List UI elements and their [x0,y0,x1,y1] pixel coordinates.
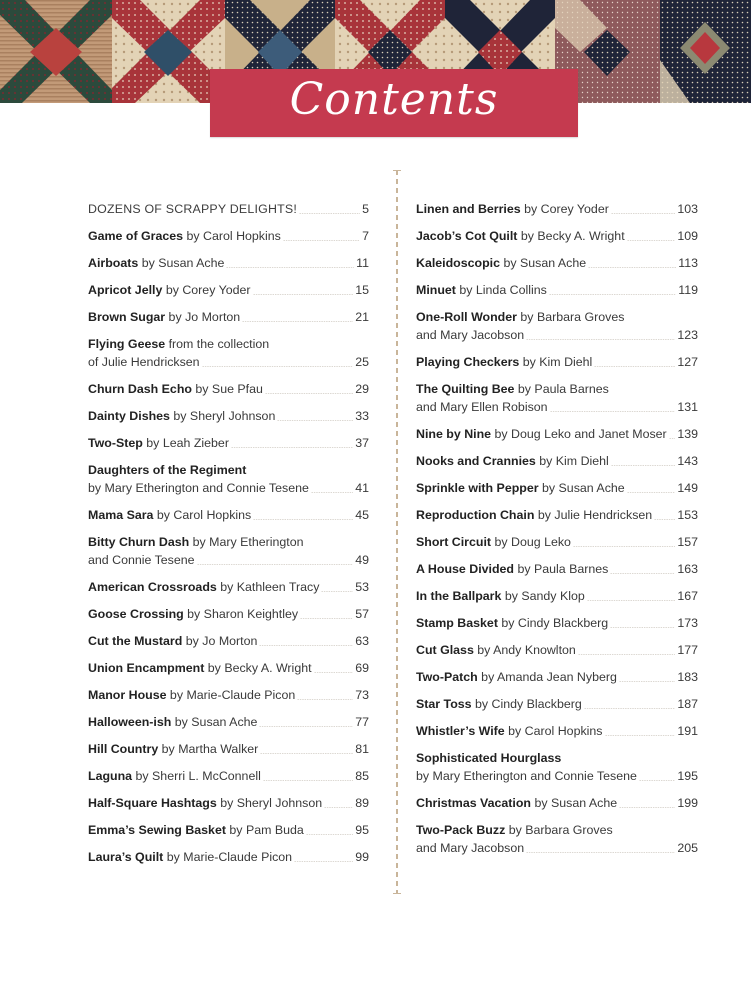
page-number: 149 [677,481,698,495]
page-number: 81 [355,742,369,756]
toc-entry-line [416,281,698,299]
toc-entry[interactable] [88,659,369,677]
project-title: Cut Glass [416,643,474,657]
designer-credit: by Sheryl Johnson [216,796,323,810]
page-number: 183 [677,670,698,684]
page-number: 69 [355,661,369,675]
project-title: Dainty Dishes [88,409,170,423]
page-number: 195 [677,769,698,783]
project-title: Two-Patch [416,670,478,684]
page-number: 119 [678,283,698,297]
dot-leader [314,672,354,673]
page-number: 41 [355,481,369,495]
project-title: Halloween-ish [88,715,172,729]
toc-entry-line [416,821,698,839]
project-title: Sprinkle with Pepper [416,481,539,495]
dot-leader [253,294,354,295]
designer-credit: by Mary Etherington and Connie Tesene [88,481,309,495]
page-number: 95 [355,823,369,837]
page-number: 205 [677,841,698,855]
dot-leader [297,699,353,700]
project-title: Hill Country [88,742,159,756]
toc-entry[interactable] [416,614,698,632]
toc-entry-line [416,749,698,767]
dot-leader [294,861,353,862]
page-number: 7 [362,229,369,243]
project-title: Mama Sara [88,508,154,522]
page-number: 29 [355,382,369,396]
designer-credit: by Mary Etherington [189,535,304,549]
designer-credit: of Julie Hendricksen [88,355,200,369]
dot-leader [324,807,353,808]
project-title: Bitty Churn Dash [88,535,190,549]
toc-entry-line [88,605,369,623]
dot-leader [611,213,675,214]
designer-credit: by Susan Ache [500,256,587,270]
toc-entry-line [88,686,369,704]
toc-entry-line [88,713,369,731]
page-number: 123 [677,328,698,342]
page-number: 199 [677,796,698,810]
designer-credit: by Cindy Blackberg [497,616,609,630]
designer-credit: by Pam Buda [225,823,304,837]
project-title: Christmas Vacation [416,796,532,810]
toc-entry-line [416,425,698,443]
designer-credit: from the collection [165,337,270,351]
dot-leader [587,600,676,601]
toc-entry-line [88,479,369,497]
toc-entry[interactable] [416,821,698,857]
designer-credit: by Carol Hopkins [183,229,281,243]
page-number: 131 [677,400,698,414]
dot-leader [573,546,675,547]
dot-leader [549,294,676,295]
toc-entry[interactable] [416,506,698,524]
toc-entry[interactable] [416,308,698,344]
designer-credit: and Mary Jacobson [416,841,525,855]
toc-entry[interactable] [88,506,369,524]
toc-entry[interactable] [88,200,369,218]
page-number: 5 [362,202,369,216]
page-number: 99 [355,850,369,864]
dot-leader [300,618,353,619]
toc-entry-line [416,200,698,218]
toc-entry[interactable] [416,254,698,272]
project-title: Kaleidoscopic [416,256,501,270]
project-title: Apricot Jelly [88,283,163,297]
project-title: Nine by Nine [416,427,492,441]
project-title: Game of Graces [88,229,184,243]
project-title: Nooks and Crannies [416,454,536,468]
designer-credit: by Cindy Blackberg [471,697,582,711]
dot-leader [619,681,675,682]
project-title: Jacob’s Cot Quilt [416,229,518,243]
toc-entry-line [88,632,369,650]
toc-entry[interactable] [416,227,698,245]
page-number: 177 [677,643,698,657]
toc-entry-line [416,380,698,398]
toc-entry[interactable] [416,560,698,578]
dot-leader [283,240,360,241]
designer-credit: by Corey Yoder [520,202,609,216]
toc-entry[interactable] [416,794,698,812]
toc-entry[interactable] [88,254,369,272]
dot-leader [306,834,353,835]
dot-leader [526,339,675,340]
page-number: 127 [677,355,698,369]
dot-leader [627,240,676,241]
page-number: 143 [677,454,698,468]
toc-entry[interactable] [88,461,369,497]
designer-credit: by Sharon Keightley [183,607,299,621]
toc-entry-line [88,767,369,785]
project-title: Emma’s Sewing Basket [88,823,226,837]
page-title: Contents [289,74,499,125]
project-title: Union Encampment [88,661,205,675]
page-number: 11 [356,256,369,270]
designer-credit: and Connie Tesene [88,553,195,567]
toc-entry-line [88,335,369,353]
designer-credit: by Carol Hopkins [504,724,603,738]
designer-credit: by Linda Collins [455,283,547,297]
page-number: 53 [355,580,369,594]
toc-entry-line [416,308,698,326]
toc-entry-line [88,380,369,398]
toc-entry[interactable] [88,335,369,371]
toc-entry[interactable] [88,434,369,452]
toc-entry-line [88,308,369,326]
page-number: 25 [355,355,369,369]
toc-entry[interactable] [416,722,698,740]
toc-left-column [88,200,369,875]
dot-leader [654,519,675,520]
designer-credit: by Jo Morton [182,634,258,648]
toc-entry-line [416,587,698,605]
designer-credit: by Mary Etherington and Connie Tesene [416,769,637,783]
dot-leader [202,366,354,367]
designer-credit: and Mary Ellen Robison [416,400,548,414]
toc-entry[interactable] [416,281,698,299]
toc-entry[interactable] [88,740,369,758]
dot-leader [277,420,353,421]
toc-entry[interactable] [88,605,369,623]
toc-entry[interactable] [416,380,698,416]
designer-credit: by Becky A. Wright [204,661,312,675]
page-number: 191 [677,724,698,738]
intro-heading: DOZENS OF SCRAPPY DELIGHTS! [88,202,297,216]
designer-credit: by Marie-Claude Picon [166,688,296,702]
project-title: Two-Pack Buzz [416,823,506,837]
project-title: Two-Step [88,436,143,450]
toc-right-column [416,200,698,866]
toc-entry-line [416,722,698,740]
page-number: 49 [355,553,369,567]
project-title: Playing Checkers [416,355,520,369]
designer-credit: by Susan Ache [538,481,625,495]
page-number: 21 [355,310,369,324]
toc-entry[interactable] [416,587,698,605]
project-title: Flying Geese [88,337,166,351]
toc-entry-line [88,434,369,452]
page-number: 85 [355,769,369,783]
designer-credit: by Barbara Groves [505,823,613,837]
dot-leader [611,465,676,466]
toc-entry-line [88,578,369,596]
dot-leader [578,654,676,655]
dot-leader [259,726,353,727]
designer-credit: by Paula Barnes [514,382,609,396]
project-title: Cut the Mustard [88,634,183,648]
toc-entry-line [88,353,369,371]
toc-entry-line [416,398,698,416]
page-number: 139 [677,427,698,441]
page-number: 109 [677,229,698,243]
toc-entry[interactable] [416,353,698,371]
toc-entry[interactable] [416,452,698,470]
dot-leader [242,321,353,322]
toc-entry-line [416,452,698,470]
page-number: 113 [678,256,698,270]
dot-leader [526,852,675,853]
dot-leader [669,438,676,439]
page-number: 77 [355,715,369,729]
designer-credit: by Susan Ache [531,796,618,810]
toc-entry-line [416,614,698,632]
page-number: 57 [355,607,369,621]
designer-credit: by Kathleen Tracy [216,580,320,594]
dot-leader [226,267,354,268]
designer-credit: by Susan Ache [171,715,258,729]
toc-entry[interactable] [416,479,698,497]
project-title: Short Circuit [416,535,492,549]
project-title: Brown Sugar [88,310,166,324]
column-divider [396,170,398,894]
project-title: Goose Crossing [88,607,184,621]
toc-entry-line [88,281,369,299]
designer-credit: by Sherri L. McConnell [132,769,261,783]
page-number: 45 [355,508,369,522]
toc-entry[interactable] [88,380,369,398]
toc-entry-line [88,254,369,272]
toc-entry-line [416,560,698,578]
dot-leader [197,564,354,565]
page-number: 73 [355,688,369,702]
project-title: Manor House [88,688,167,702]
toc-entry-line [416,353,698,371]
toc-entry[interactable] [88,821,369,839]
project-title: Half-Square Hashtags [88,796,217,810]
project-title: Stamp Basket [416,616,498,630]
project-title: Churn Dash Echo [88,382,192,396]
project-title: Laguna [88,769,133,783]
designer-credit: by Becky A. Wright [517,229,625,243]
dot-leader [311,492,353,493]
toc-entry-line [88,461,369,479]
toc-entry-line [88,200,369,218]
toc-entry[interactable] [88,767,369,785]
project-title: Star Toss [416,697,472,711]
toc-entry-line [416,668,698,686]
designer-credit: by Paula Barnes [514,562,609,576]
toc-entry-line [416,839,698,857]
page-number: 33 [355,409,369,423]
project-title: Laura’s Quilt [88,850,164,864]
designer-credit: by Corey Yoder [162,283,251,297]
designer-credit: and Mary Jacobson [416,328,525,342]
dot-leader [321,591,353,592]
dot-leader [610,573,675,574]
project-title: In the Ballpark [416,589,502,603]
designer-credit: by Susan Ache [138,256,225,270]
toc-entry[interactable] [416,425,698,443]
toc-entry[interactable] [416,695,698,713]
toc-entry[interactable] [416,749,698,785]
toc-entry-line [416,794,698,812]
designer-credit: by Julie Hendricksen [534,508,653,522]
project-title: Sophisticated Hourglass [416,751,562,765]
dot-leader [627,492,676,493]
dot-leader [231,447,353,448]
page-number: 63 [355,634,369,648]
contents-title-banner [210,69,578,137]
toc-entry-line [88,821,369,839]
designer-credit: by Leah Zieber [142,436,229,450]
page-number: 173 [677,616,698,630]
dot-leader [259,645,353,646]
page-number: 157 [677,535,698,549]
project-title: A House Divided [416,562,514,576]
toc-entry[interactable] [416,668,698,686]
toc-entry-line [88,794,369,812]
toc-entry-line [416,767,698,785]
page-number: 163 [677,562,698,576]
designer-credit: by Barbara Groves [516,310,625,324]
designer-credit: by Amanda Jean Nyberg [477,670,617,684]
toc-entry[interactable] [88,794,369,812]
project-title: Reproduction Chain [416,508,535,522]
project-title: Airboats [88,256,139,270]
project-title: Daughters of the Regiment [88,463,247,477]
designer-credit: by Doug Leko and Janet Moser [491,427,667,441]
toc-entry[interactable] [88,533,369,569]
toc-entry-line [416,641,698,659]
toc-entry[interactable] [88,281,369,299]
dot-leader [619,807,675,808]
designer-credit: by Sandy Klop [501,589,585,603]
project-title: One-Roll Wonder [416,310,517,324]
toc-entry-line [416,533,698,551]
toc-entry[interactable] [416,200,698,218]
toc-entry-line [88,848,369,866]
toc-entry[interactable] [416,641,698,659]
project-title: The Quilting Bee [416,382,515,396]
page-number: 15 [355,283,369,297]
toc-entry[interactable] [88,848,369,866]
designer-credit: by Andy Knowlton [473,643,576,657]
page-number: 167 [677,589,698,603]
toc-entry[interactable] [416,533,698,551]
toc-entry-line [416,695,698,713]
dot-leader [594,366,675,367]
toc-entry[interactable] [88,686,369,704]
dot-leader [639,780,675,781]
dot-leader [588,267,676,268]
dot-leader [263,780,353,781]
page-number: 187 [677,697,698,711]
page-number: 103 [677,202,698,216]
dot-leader [299,213,360,214]
toc-entry[interactable] [88,578,369,596]
designer-credit: by Jo Morton [165,310,241,324]
toc-entry[interactable] [88,713,369,731]
toc-entry-line [416,326,698,344]
toc-entry-line [88,740,369,758]
toc-entry-line [88,533,369,551]
toc-entry-line [88,551,369,569]
designer-credit: by Sheryl Johnson [169,409,276,423]
project-title: Whistler’s Wife [416,724,505,738]
toc-entry[interactable] [88,227,369,245]
project-title: American Crossroads [88,580,217,594]
project-title: Linen and Berries [416,202,521,216]
toc-entry-line [416,254,698,272]
toc-entry-line [88,659,369,677]
page-number: 37 [355,436,369,450]
dot-leader [610,627,675,628]
dot-leader [265,393,353,394]
dot-leader [605,735,676,736]
dot-leader [253,519,353,520]
designer-credit: by Martha Walker [158,742,259,756]
dot-leader [584,708,676,709]
toc-entry[interactable] [88,632,369,650]
toc-entry[interactable] [88,407,369,425]
project-title: Minuet [416,283,456,297]
toc-entry-line [88,227,369,245]
page-number: 89 [355,796,369,810]
dot-leader [260,753,353,754]
designer-credit: by Kim Diehl [535,454,609,468]
designer-credit: by Kim Diehl [519,355,593,369]
toc-entry-line [88,506,369,524]
toc-entry-line [416,227,698,245]
dot-leader [550,411,676,412]
toc-entry-line [88,407,369,425]
designer-credit: by Marie-Claude Picon [163,850,293,864]
toc-entry-line [416,506,698,524]
designer-credit: by Carol Hopkins [153,508,252,522]
toc-entry-line [416,479,698,497]
designer-credit: by Sue Pfau [191,382,263,396]
page-number: 153 [677,508,698,522]
toc-entry[interactable] [88,308,369,326]
designer-credit: by Doug Leko [491,535,571,549]
